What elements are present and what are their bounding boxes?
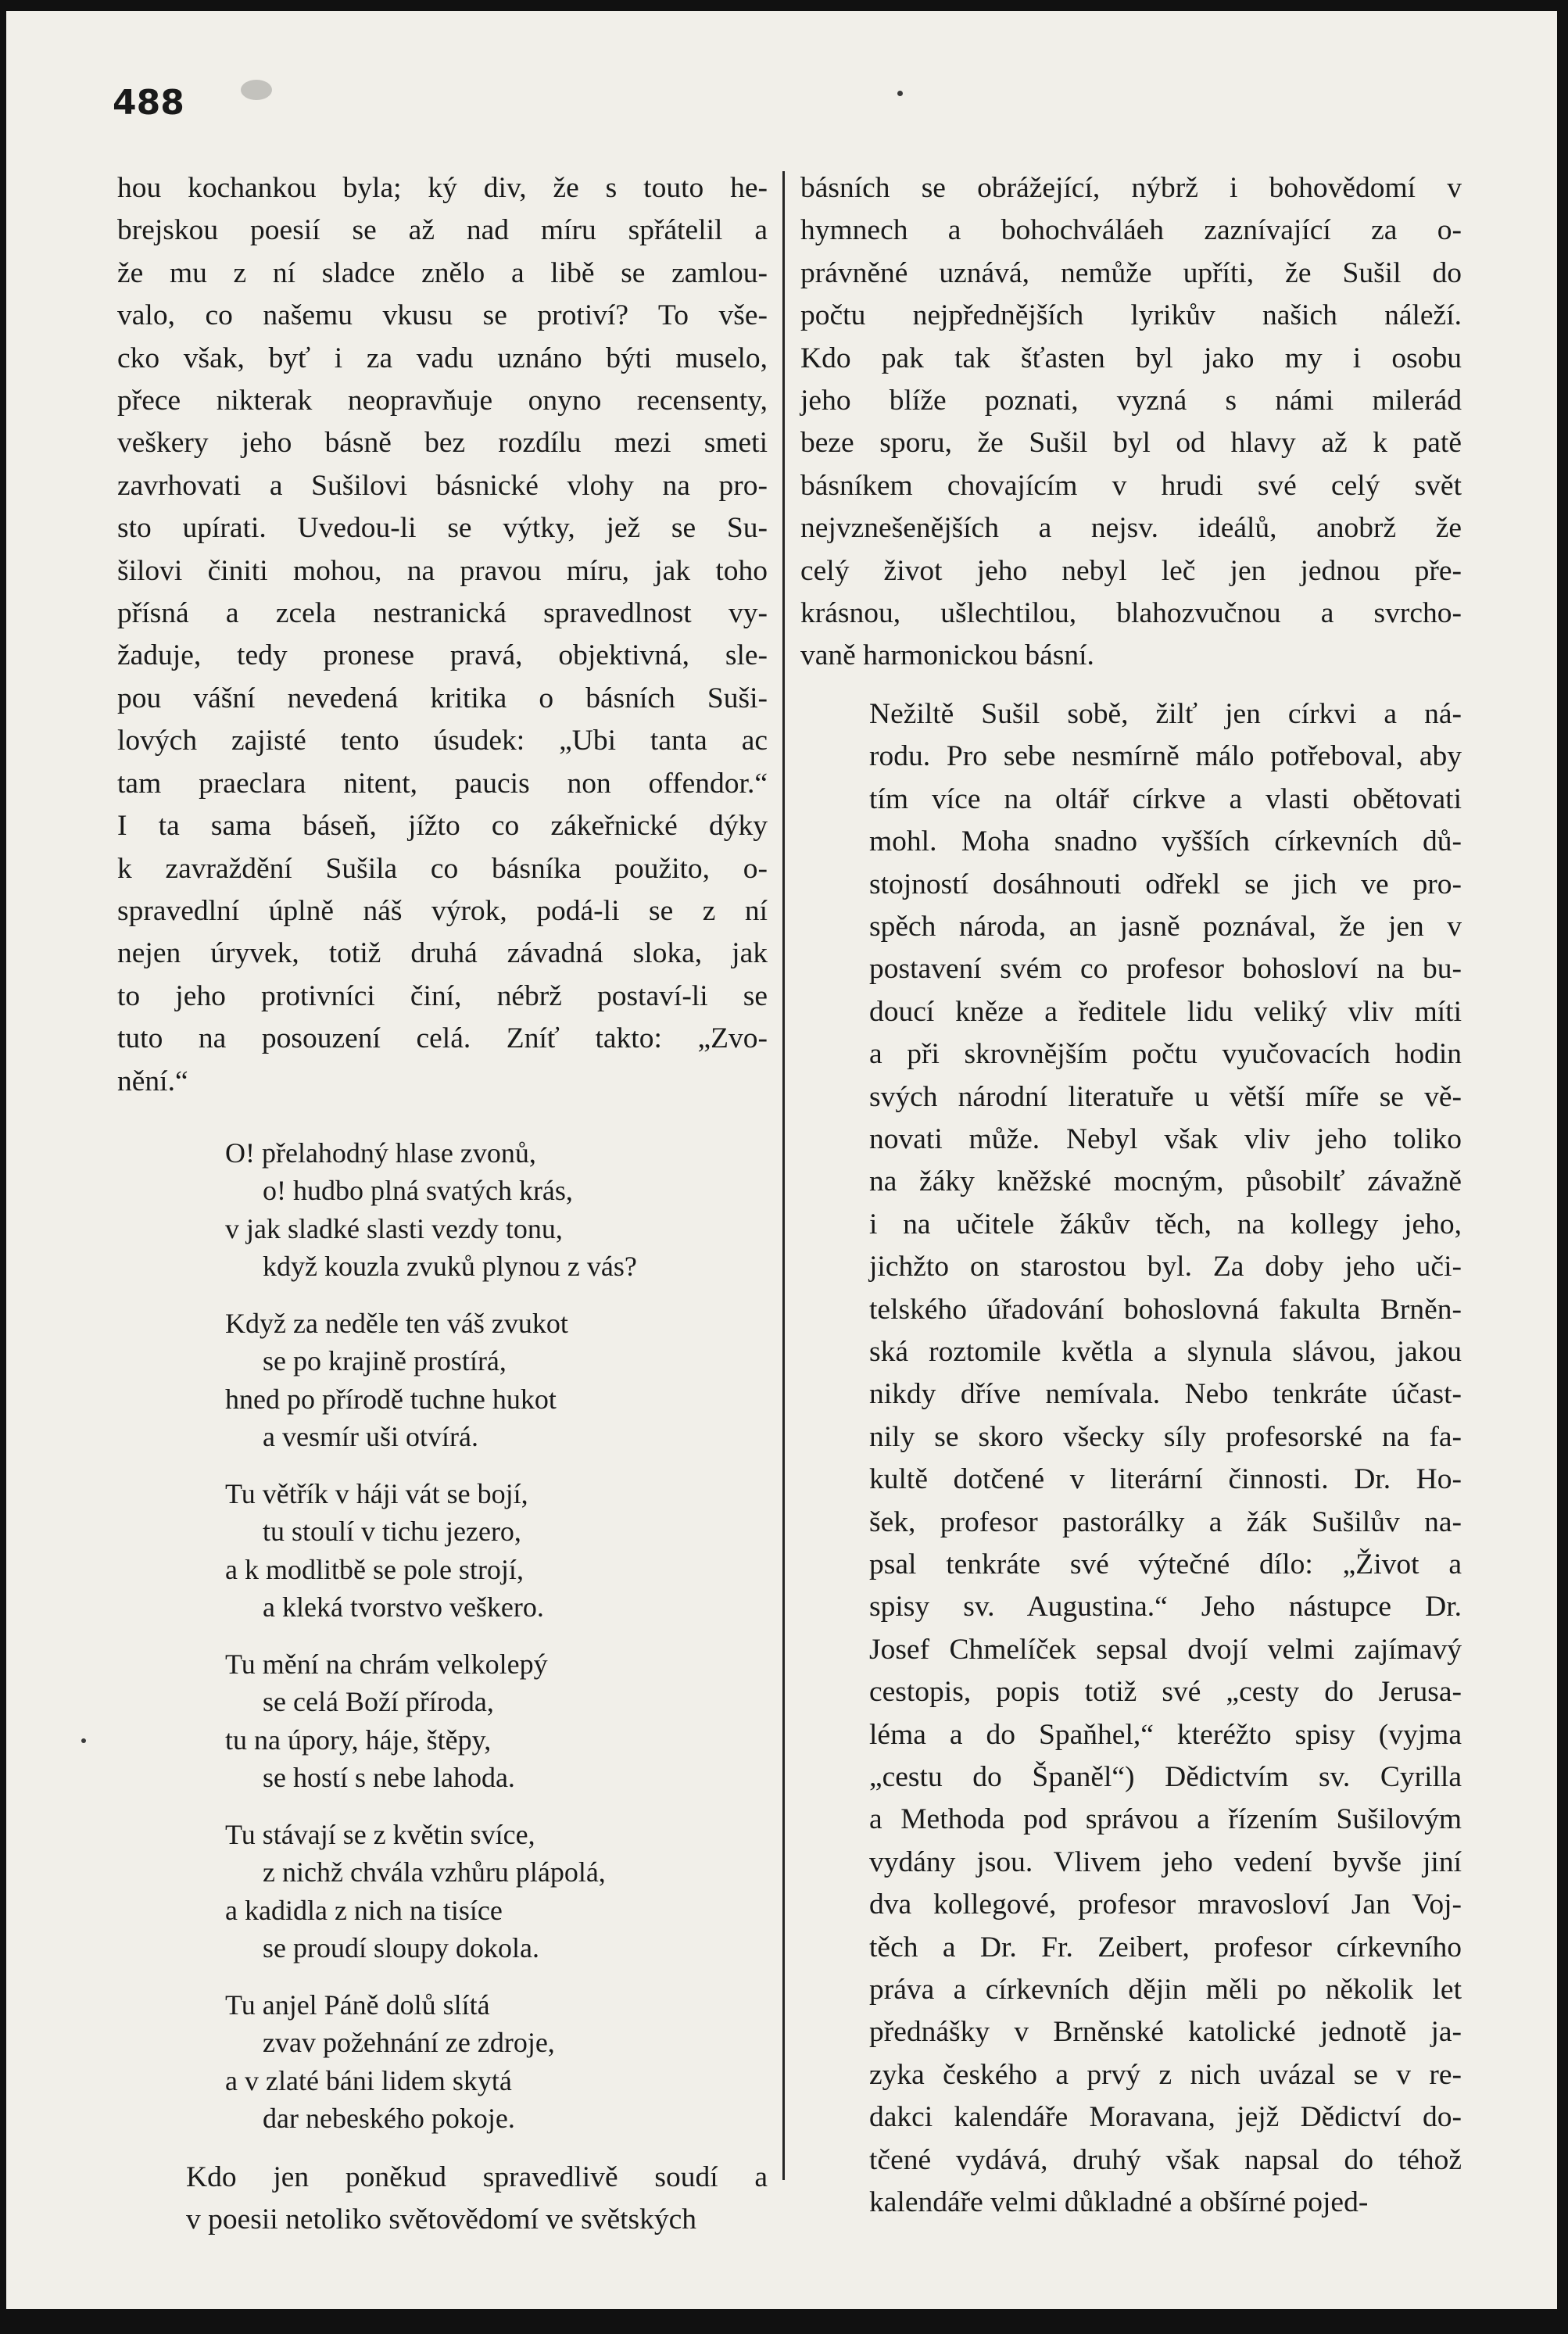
text-line: nily se skoro všecky síly profesorské na fa-	[869, 1420, 1462, 1453]
text-line: přednášky v Brněnské katolické jednotě ja-	[869, 2016, 1462, 2049]
text-line: dakci kalendáře Moravana, jejž Dědictví do-	[869, 2101, 1462, 2134]
left-paragraph-2	[117, 2157, 768, 2242]
text-line: stojností dosáhnouti odřekl se jich ve pro-	[869, 868, 1462, 900]
text-line: tím více na oltář církve a vlasti obětovati	[869, 782, 1462, 815]
text-line: v poesii netoliko světovědomí ve světských	[186, 2203, 697, 2236]
poem-line: se celá Boží příroda,	[263, 1686, 494, 1718]
text-line: rodu. Pro sebe nesmírně málo potřeboval, aby	[869, 740, 1462, 773]
text-line: krásnou, ušlechtilou, blahozvučnou a svrcho-	[800, 597, 1462, 630]
text-line: i na učitele žákův těch, na kollegy jeho,	[869, 1208, 1462, 1240]
text-line: zavrhovati a Sušilovi básnické vlohy na pro-	[117, 469, 768, 502]
paper-speck	[81, 1738, 86, 1743]
text-line: to jeho protivníci činí, nébrž postaví-li se	[117, 979, 768, 1012]
text-line: hymnech a bohochváláeh zaznívající za o-	[800, 214, 1462, 247]
text-line: brejskou poesií se až nad míru spřátelil a	[117, 214, 768, 247]
poem-stanza	[225, 1134, 768, 1286]
column-divider	[782, 171, 785, 2180]
text-line: sto upírati. Uvedou-li se výtky, jež se Su-	[117, 512, 768, 545]
text-line: léma a do Spaňhel,“ kteréžto spisy (vyjma	[869, 1718, 1462, 1751]
page-number: 488	[113, 83, 184, 123]
text-line: básních se obrážející, nýbrž i bohovědomí v	[800, 172, 1462, 204]
text-line: přece nikterak neopravňuje onyno recensenty,	[117, 385, 768, 417]
book-page	[6, 11, 1557, 2309]
text-line: nejen úryvek, totiž druhá závadná sloka, jak	[117, 937, 768, 970]
poem-line: a v zlaté báni lidem skytá	[225, 2064, 512, 2096]
poem-line: a kadidla z nich na tisíce	[225, 1894, 503, 1926]
poem-line: tu stoulí v tichu jezero,	[263, 1516, 521, 1548]
poem-line: se hostí s nebe lahoda.	[263, 1762, 515, 1794]
text-line: těch a Dr. Fr. Zeibert, profesor církevního	[869, 1931, 1462, 1963]
poem-line: Tu větřík v háji vát se bojí,	[225, 1477, 528, 1509]
text-line: pou vášní nevedená kritika o básních Suši-	[117, 682, 768, 714]
left-column	[117, 167, 768, 2242]
text-line: nění.“	[117, 1065, 188, 1097]
text-line: psal tenkráte své výtečné dílo: „Život a	[869, 1548, 1462, 1580]
poem-line: z nichž chvála vzhůru plápolá,	[263, 1856, 606, 1888]
right-column	[800, 167, 1462, 2225]
text-line: cko však, byť i za vadu uznáno býti muselo,	[117, 342, 768, 374]
text-line: a při skrovnějším počtu vyučovacích hodin	[869, 1038, 1462, 1071]
poem-zvoneni	[225, 1134, 768, 2138]
text-line: beze sporu, že Sušil byl od hlavy až k patě	[800, 427, 1462, 460]
text-line: spisy sv. Augustina.“ Jeho nástupce Dr.	[869, 1591, 1462, 1623]
poem-stanza	[225, 1305, 768, 1456]
text-line: šek, profesor pastorálky a žák Sušilův na-	[869, 1505, 1462, 1538]
text-line: Kdo pak tak šťasten byl jako my i osobu	[800, 342, 1462, 374]
text-line: hou kochankou byla; ký div, že s touto he-	[117, 172, 768, 204]
poem-line: v jak sladké slasti vezdy tonu,	[225, 1212, 563, 1244]
text-line: k zavraždění Sušila co básníka použito, o-	[117, 852, 768, 885]
text-line: spěch národa, an jasně poznával, že jen v	[869, 910, 1462, 943]
text-line: svých národní literatuře u větší míře se vě-	[869, 1080, 1462, 1113]
text-line: celý život jeho nebyl leč jen jednou pře-	[800, 554, 1462, 587]
text-line: mohl. Moha snadno vyšších církevních dů-	[869, 825, 1462, 858]
paper-speck	[897, 91, 903, 96]
text-line: že mu z ní sladce znělo a libě se zamlou-	[117, 256, 768, 289]
poem-line: a kleká tvorstvo veškero.	[263, 1591, 544, 1623]
text-line: tuto na posouzení celá. Zníť takto: „Zvo-	[117, 1022, 768, 1055]
text-line: nejvznešenějších a nejsv. ideálů, anobrž že	[800, 512, 1462, 545]
right-paragraph-1	[800, 167, 1462, 678]
text-line: lových zajisté tento úsudek: „Ubi tanta ac	[117, 725, 768, 757]
text-line: básníkem chovajícím v hrudi své celý svět	[800, 469, 1462, 502]
text-line: spravedlní úplně náš výrok, podá-li se z ní	[117, 894, 768, 927]
left-paragraph-1	[117, 167, 768, 1103]
poem-line: a k modlitbě se pole strojí,	[225, 1553, 524, 1585]
poem-line: dar nebeského pokoje.	[263, 2103, 515, 2135]
text-line: kultě dotčené v literární činnosti. Dr. Ho-	[869, 1463, 1462, 1496]
poem-line: Když za neděle ten váš zvukot	[225, 1307, 568, 1339]
poem-line: Tu anjel Páně dolů slítá	[225, 1989, 490, 2021]
poem-line: o! hudbo plná svatých krás,	[263, 1175, 573, 1207]
text-line: doucí kněze a ředitele lidu veliký vliv míti	[869, 995, 1462, 1028]
text-line: Nežiltě Sušil sobě, žilť jen církvi a ná-	[869, 697, 1462, 730]
poem-line: když kouzla zvuků plynou z vás?	[263, 1251, 637, 1283]
poem-stanza	[225, 1475, 768, 1627]
text-line: I ta sama báseň, jížto co zákeřnické dýky	[117, 810, 768, 843]
poem-stanza	[225, 1986, 768, 2138]
text-line: „cestu do Španěl“) Dědictvím sv. Cyrilla	[869, 1761, 1462, 1794]
poem-line: Tu mění na chrám velkolepý	[225, 1648, 548, 1680]
text-line: novati může. Nebyl však vliv jeho toliko	[869, 1122, 1462, 1155]
text-line: vaně harmonickou básní.	[800, 639, 1094, 672]
poem-line: Tu stávají se z květin svíce,	[225, 1818, 535, 1850]
text-line: Kdo jen poněkud spravedlivě soudí a	[186, 2160, 768, 2193]
poem-line: se proudí sloupy dokola.	[263, 1932, 539, 1964]
text-line: právněné uznává, nemůže upříti, že Sušil do	[800, 256, 1462, 289]
paper-smudge	[241, 80, 272, 100]
text-line: přísná a zcela nestranická spravedlnost vy-	[117, 597, 768, 630]
poem-line: O! přelahodný hlase zvonů,	[225, 1137, 536, 1169]
text-line: tčené vydává, druhý však napsal do téhož	[869, 2143, 1462, 2176]
text-line: na žáky kněžské mocným, působilť závažně	[869, 1165, 1462, 1198]
text-line: tam praeclara nitent, paucis non offendor.“	[117, 767, 768, 800]
text-line: postavení svém co profesor bohosloví na bu-	[869, 953, 1462, 986]
text-line: a Methoda pod správou a řízením Sušilovým	[869, 1803, 1462, 1836]
text-line: jeho blíže poznati, vyzná s námi milerád	[800, 385, 1462, 417]
poem-stanza	[225, 1816, 768, 1967]
poem-stanza	[225, 1645, 768, 1797]
text-line: ská roztomile květla a slynula slávou, jakou	[869, 1335, 1462, 1368]
text-line: vydány jsou. Vlivem jeho vedení byvše jiní	[869, 1845, 1462, 1878]
text-line: jichžto on starostou byl. Za doby jeho uči-	[869, 1251, 1462, 1283]
text-line: dva kollegové, profesor mravosloví Jan Voj-	[869, 1888, 1462, 1921]
poem-line: zvav požehnání ze zdroje,	[263, 2027, 555, 2059]
text-line: zyka českého a prvý z nich uvázal se v re-	[869, 2058, 1462, 2091]
text-line: šilovi činiti mohou, na pravou míru, jak toho	[117, 554, 768, 587]
text-line: veškery jeho básně bez rozdílu mezi smeti	[117, 427, 768, 460]
right-paragraph-2	[800, 693, 1462, 2225]
text-line: počtu nejpřednějších lyrikův našich náleží.	[800, 299, 1462, 332]
poem-line: tu na úpory, háje, štěpy,	[225, 1724, 492, 1756]
text-line: práva a církevních dějin měli po několik let	[869, 1974, 1462, 2006]
poem-line: hned po přírodě tuchne hukot	[225, 1383, 557, 1415]
text-line: cestopis, popis totiž své „cesty do Jerusa-	[869, 1676, 1462, 1709]
poem-line: se po krajině prostírá,	[263, 1345, 507, 1377]
text-line: nikdy dříve nemívala. Nebo tenkráte účast-	[869, 1378, 1462, 1411]
poem-line: a vesmír uši otvírá.	[263, 1421, 478, 1453]
text-line: valo, co našemu vkusu se protiví? To vše-	[117, 299, 768, 332]
text-line: žaduje, tedy pronese pravá, objektivná, sle-	[117, 639, 768, 672]
text-line: Josef Chmelíček sepsal dvojí velmi zajímavý	[869, 1633, 1462, 1666]
text-line: telského úřadování bohoslovná fakulta Brněn-	[869, 1293, 1462, 1326]
text-line: kalendáře velmi důkladné a obšírné pojed-	[869, 2186, 1369, 2219]
